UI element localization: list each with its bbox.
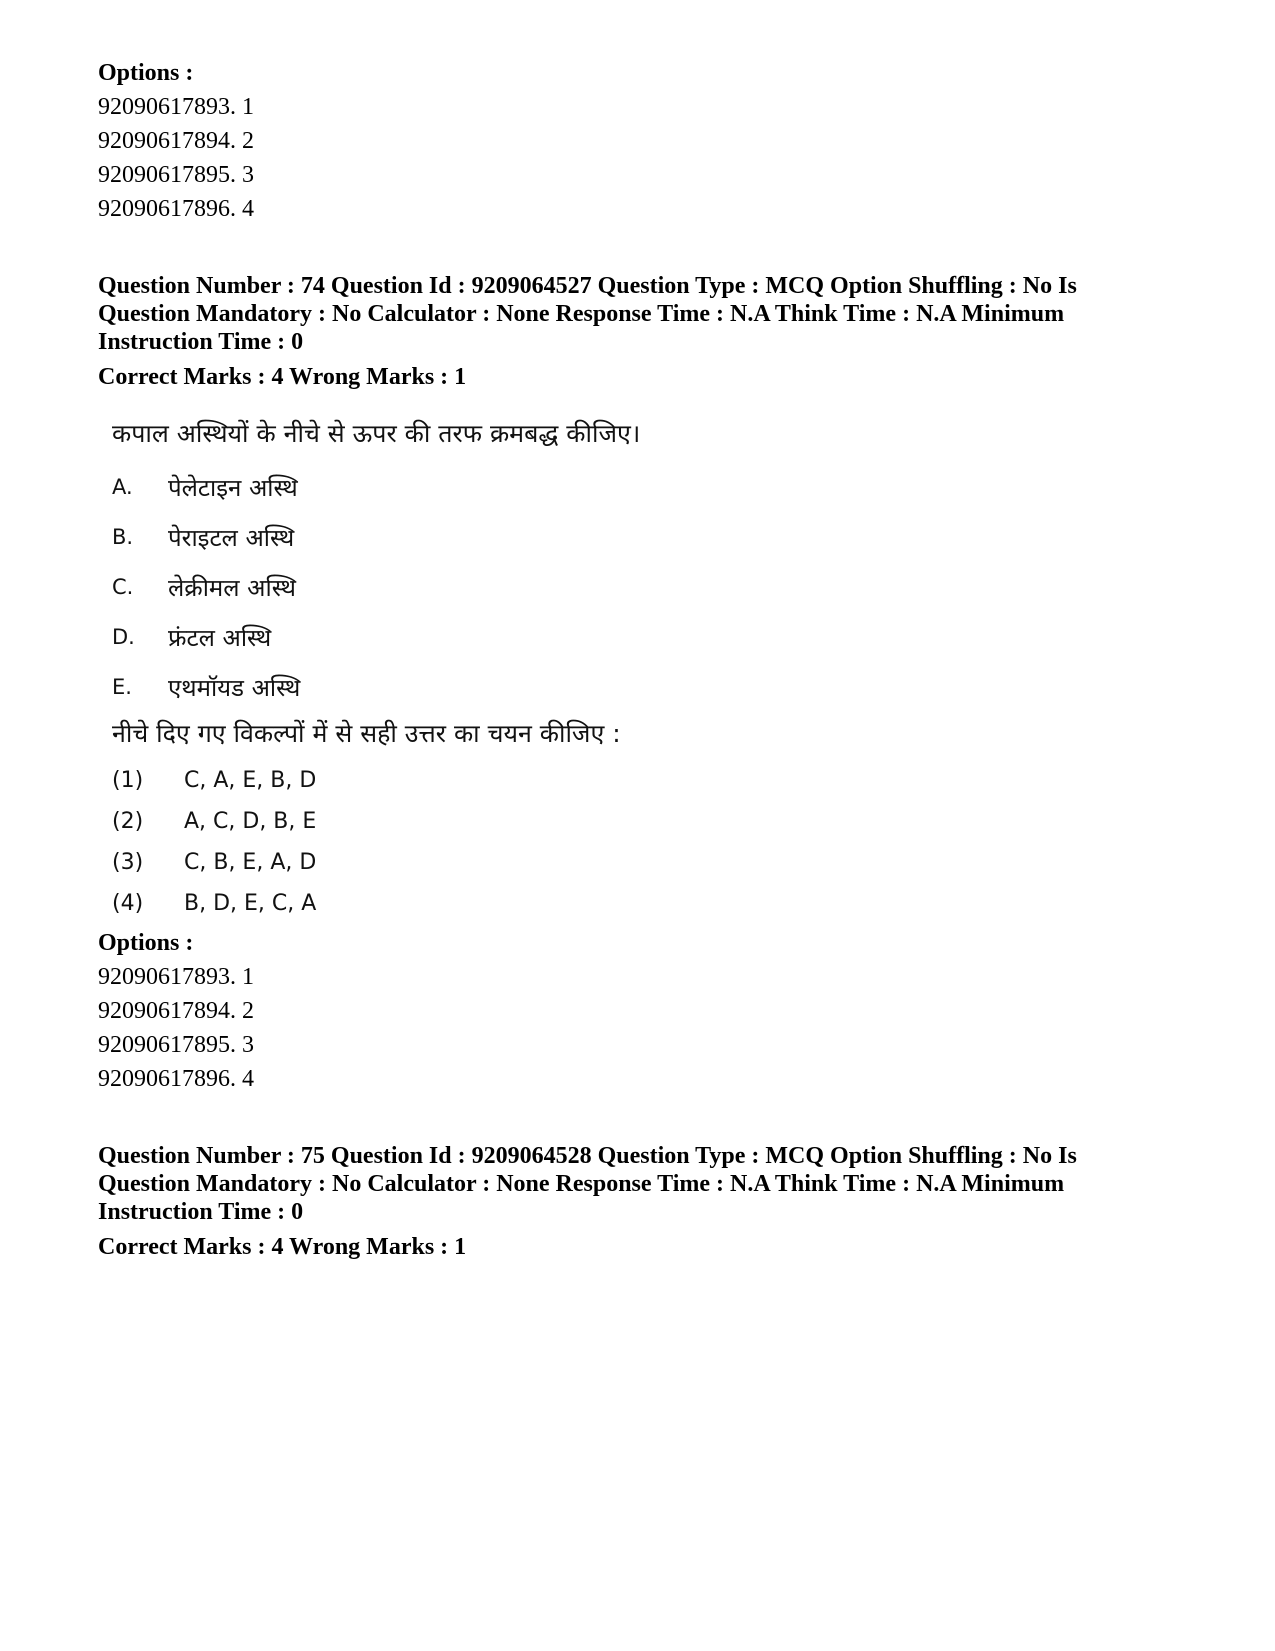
item-text: पेराइटल अस्थि <box>168 523 295 552</box>
answer-choice <box>112 760 640 801</box>
answer-choice <box>112 801 640 842</box>
question-meta-line: Question Number : 75 Question Id : 9209064528 Question Type : MCQ Option Shuffling : No Is <box>98 1143 1077 1169</box>
item-label: A. <box>112 475 133 499</box>
question-meta-line: Question Mandatory : No Calculator : None Response Time : N.A Think Time : N.A Minimum <box>98 1171 1065 1197</box>
choice-number: (4) <box>112 891 144 916</box>
question-74-header <box>98 272 1188 394</box>
option-line: 92090617894. 2 <box>98 128 254 154</box>
item-text: पेलेटाइन अस्थि <box>168 473 298 502</box>
choice-number: (2) <box>112 809 144 834</box>
option-line: 92090617895. 3 <box>98 1032 254 1058</box>
list-item <box>112 512 640 562</box>
item-text: फ्रंटल अस्थि <box>168 623 272 652</box>
choice-text: C, A, E, B, D <box>184 768 317 793</box>
options-heading: Options : <box>98 60 194 86</box>
options-heading: Options : <box>98 930 194 956</box>
question-marks: Correct Marks : 4 Wrong Marks : 1 <box>98 1234 467 1260</box>
question-75-header <box>98 1142 1188 1264</box>
list-item <box>112 462 640 512</box>
item-text: एथमॉयड अस्थि <box>168 673 301 702</box>
top-options-block <box>98 56 254 226</box>
question-text: कपाल अस्थियों के नीचे से ऊपर की तरफ क्रमबद्ध कीजिए। <box>112 419 641 448</box>
option-line: 92090617896. 4 <box>98 196 254 222</box>
choice-text: C, B, E, A, D <box>184 850 317 875</box>
question-74-options <box>98 926 254 1096</box>
question-meta-line: Question Mandatory : No Calculator : None Response Time : N.A Think Time : N.A Minimum <box>98 301 1065 327</box>
question-meta-line: Instruction Time : 0 <box>98 329 304 355</box>
list-item <box>112 612 640 662</box>
option-line: 92090617895. 3 <box>98 162 254 188</box>
question-meta-line: Instruction Time : 0 <box>98 1199 304 1225</box>
item-label: C. <box>112 575 134 599</box>
list-item <box>112 662 640 712</box>
choice-text: B, D, E, C, A <box>184 891 317 916</box>
list-item <box>112 562 640 612</box>
option-line: 92090617893. 1 <box>98 964 254 990</box>
choice-number: (1) <box>112 768 144 793</box>
item-text: लेक्रीमल अस्थि <box>168 573 296 602</box>
option-line: 92090617896. 4 <box>98 1066 254 1092</box>
question-marks: Correct Marks : 4 Wrong Marks : 1 <box>98 364 467 390</box>
option-line: 92090617893. 1 <box>98 94 254 120</box>
item-label: D. <box>112 625 135 649</box>
item-label: E. <box>112 675 132 699</box>
choice-number: (3) <box>112 850 144 875</box>
question-meta-line: Question Number : 74 Question Id : 9209064527 Question Type : MCQ Option Shuffling : No Is <box>98 273 1077 299</box>
question-74-body <box>112 414 640 924</box>
item-label: B. <box>112 525 134 549</box>
answer-choice <box>112 842 640 883</box>
option-line: 92090617894. 2 <box>98 998 254 1024</box>
answer-choice <box>112 883 640 924</box>
choice-text: A, C, D, B, E <box>184 809 317 834</box>
instruction-text: नीचे दिए गए विकल्पों में से सही उत्तर का चयन कीजिए : <box>112 719 621 748</box>
